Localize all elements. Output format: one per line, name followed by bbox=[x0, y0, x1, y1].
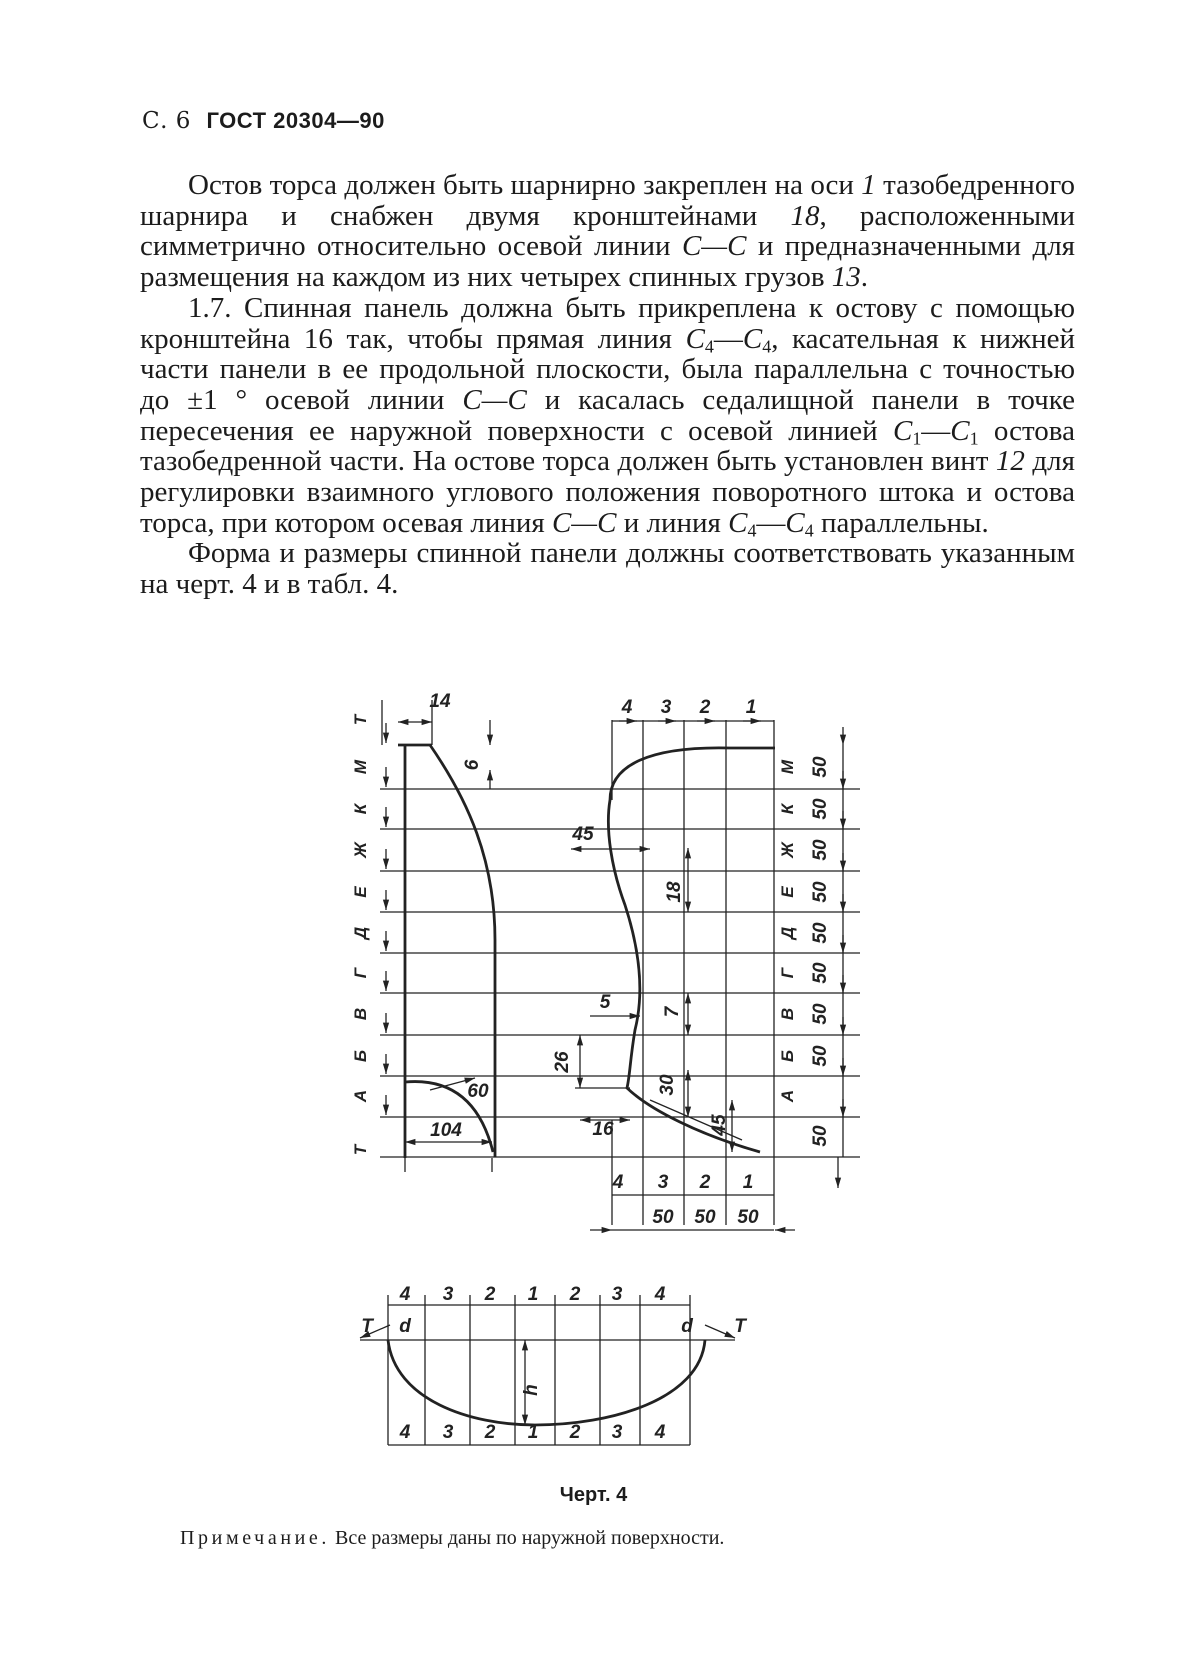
section-bottom-label: 1 bbox=[527, 1422, 539, 1443]
section-T-right: Т bbox=[734, 1316, 746, 1337]
row-spacing-label: 50 bbox=[810, 922, 831, 944]
document-code: ГОСТ 20304—90 bbox=[206, 108, 385, 133]
section-h-label: h bbox=[521, 1384, 542, 1396]
note bbox=[180, 1527, 724, 1550]
row-spacing-label: 50 bbox=[810, 1003, 831, 1025]
dim-45b: 45 bbox=[709, 1114, 730, 1136]
row-label-right: М bbox=[778, 759, 797, 775]
row-label-left: Д bbox=[351, 926, 370, 940]
note-text: Все размеры даны по наружной поверхности. bbox=[330, 1527, 725, 1549]
row-label-right: Д bbox=[778, 926, 797, 940]
note-label: Примечание. bbox=[180, 1527, 331, 1549]
row-label-left: Ж bbox=[351, 842, 370, 858]
dim-5: 5 bbox=[599, 992, 611, 1013]
row-label-right: В bbox=[778, 1007, 797, 1021]
row-spacing-label: 50 bbox=[810, 1125, 831, 1147]
right-view-profile-curve bbox=[608, 748, 775, 1152]
row-label-left: Б bbox=[351, 1049, 370, 1063]
bottom-spacing-label: 50 bbox=[737, 1207, 759, 1228]
top-col-label: 4 bbox=[621, 697, 633, 718]
section-bottom-label: 3 bbox=[611, 1422, 623, 1443]
section-top-label: 2 bbox=[484, 1284, 496, 1305]
row-label-left: Т bbox=[351, 714, 370, 726]
row-label-left: М bbox=[351, 759, 370, 775]
figure-caption: Черт. 4 bbox=[559, 1484, 628, 1506]
section-profile-curve bbox=[388, 1340, 705, 1425]
row-label-right: К bbox=[778, 803, 797, 815]
top-col-label: 2 bbox=[699, 697, 711, 718]
section-top-label: 1 bbox=[527, 1284, 539, 1305]
section-bottom-label: 2 bbox=[569, 1422, 581, 1443]
row-spacing-label: 50 bbox=[810, 798, 831, 820]
dim-104: 104 bbox=[430, 1120, 462, 1141]
row-label-right: Г bbox=[778, 967, 797, 979]
dim-60: 60 bbox=[467, 1081, 489, 1102]
section-top-label: 4 bbox=[399, 1284, 411, 1305]
dim-6: 6 bbox=[462, 759, 483, 771]
section-d-left: d bbox=[399, 1316, 411, 1337]
row-label-left: Г bbox=[351, 967, 370, 979]
section-bottom-label: 2 bbox=[484, 1422, 496, 1443]
row-label-right: Б bbox=[778, 1049, 797, 1063]
row-label-right: А bbox=[778, 1089, 797, 1103]
section-bottom-label: 4 bbox=[399, 1422, 411, 1443]
row-label-left: Е bbox=[351, 886, 370, 898]
row-label-left: К bbox=[351, 803, 370, 815]
row-spacing-label: 50 bbox=[810, 962, 831, 984]
row-label-right: Е bbox=[778, 886, 797, 898]
dim-16: 16 bbox=[592, 1119, 614, 1140]
dim-14: 14 bbox=[429, 691, 451, 712]
bottom-col-label: 4 bbox=[612, 1172, 624, 1193]
bottom-col-label: 2 bbox=[699, 1172, 711, 1193]
paragraph-3: Форма и размеры спинной панели должны соответствовать указанным на черт. 4 и в табл. 4. bbox=[140, 537, 1075, 601]
bottom-col-label: 3 bbox=[657, 1172, 669, 1193]
top-col-label: 1 bbox=[745, 697, 757, 718]
section-top-label: 2 bbox=[569, 1284, 581, 1305]
section-top-label: 3 bbox=[442, 1284, 454, 1305]
section-arrow bbox=[705, 1325, 735, 1338]
dim-18: 18 bbox=[664, 881, 685, 903]
top-col-label: 3 bbox=[660, 697, 672, 718]
row-spacing-label: 50 bbox=[810, 756, 831, 778]
section-top-label: 3 bbox=[611, 1284, 623, 1305]
bottom-spacing-label: 50 bbox=[694, 1207, 716, 1228]
page-number: С. 6 bbox=[142, 108, 191, 134]
row-label-left: Т bbox=[351, 1144, 370, 1156]
section-top-label: 4 bbox=[654, 1284, 666, 1305]
dim-7: 7 bbox=[662, 1006, 683, 1018]
row-spacing-label: 50 bbox=[810, 881, 831, 903]
paragraph-2: 1.7. Спинная панель должна быть прикреплена к остову с помощью кронштейна 16 так, чтобы прямая линия $С_4—С_4$, касательная к нижней части панели в ее продольной плоскости, была параллельна с точностью до ±1 ° осевой линии С—С и касалась седалищной панели в точке пересечения ее наружной поверхности с осевой линией $С_1—С_1$ остова тазобедренной части. На остове торса должен быть установлен винт 12 для регулировки взаимного углового положения поворотного штока и остова торса, при котором осевая линия С—С и линия $С_4—С_4$ параллельны. bbox=[140, 291, 1076, 541]
row-spacing-label: 50 bbox=[810, 839, 831, 861]
bottom-spacing-label: 50 bbox=[652, 1207, 674, 1228]
dim-26: 26 bbox=[552, 1051, 573, 1073]
bottom-col-label: 1 bbox=[742, 1172, 754, 1193]
section-bottom-label: 3 bbox=[442, 1422, 454, 1443]
row-label-right: Ж bbox=[778, 842, 797, 858]
section-bottom-label: 4 bbox=[654, 1422, 666, 1443]
section-d-right: d bbox=[681, 1316, 693, 1337]
row-spacing-label: 50 bbox=[810, 1045, 831, 1067]
dim-45: 45 bbox=[572, 824, 594, 845]
paragraph-1: Остов торса должен быть шарнирно закреплен на оси 1 тазобедренного шарнира и снабжен двумя кронштейнами 18, расположенными симметрично относительно осевой линии С—С и предназначенными для размещения на каждом из них четырех спинных грузов 13. bbox=[140, 169, 1076, 294]
row-label-left: А bbox=[351, 1089, 370, 1103]
dim-30: 30 bbox=[657, 1074, 678, 1096]
row-label-left: В bbox=[351, 1007, 370, 1021]
section-T-left: Т bbox=[361, 1316, 373, 1337]
